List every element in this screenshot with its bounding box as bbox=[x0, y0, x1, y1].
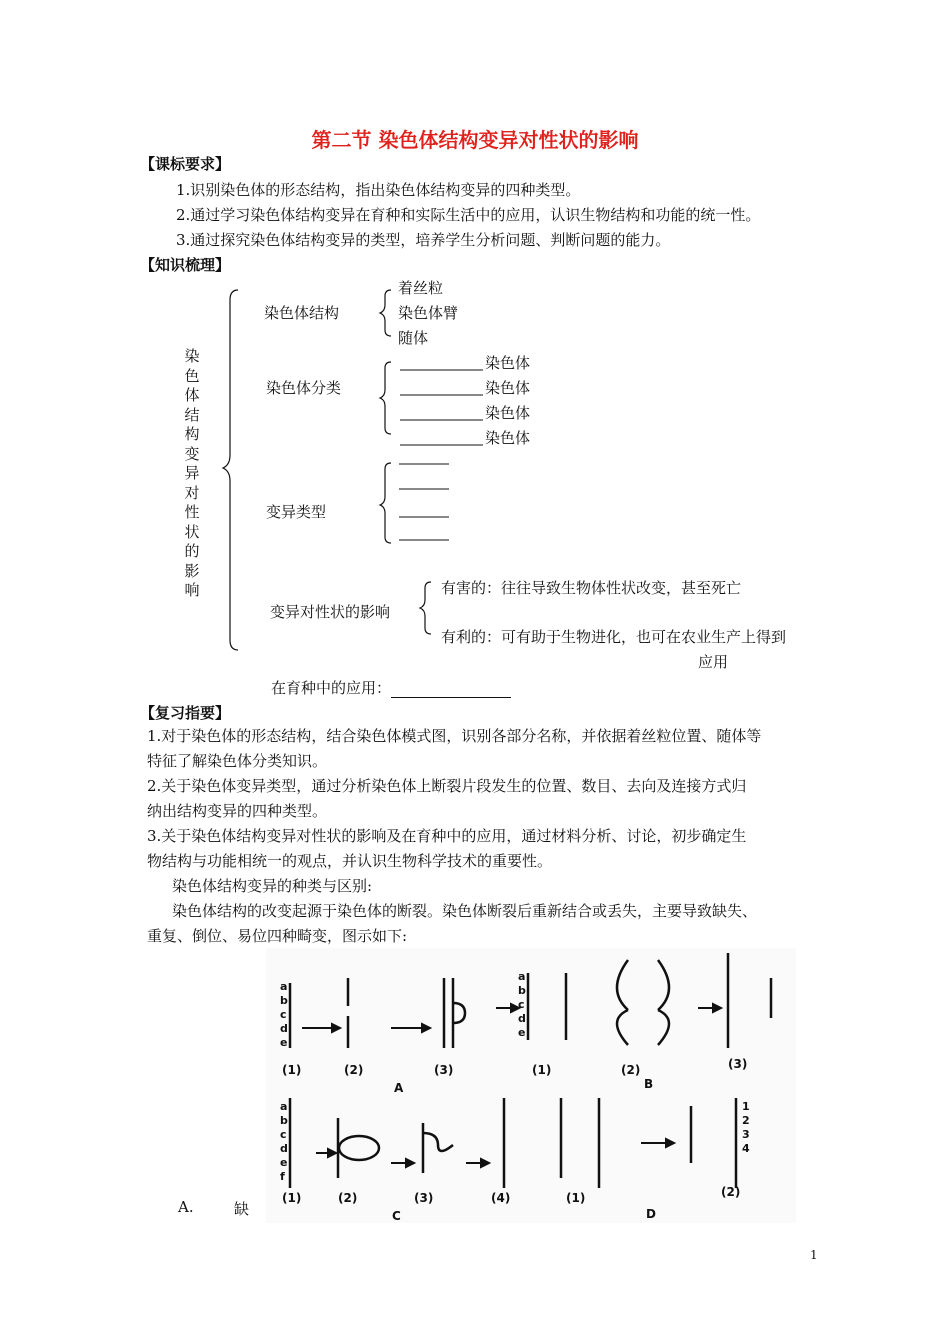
outline-effect: 变异对性状的影响 bbox=[270, 603, 391, 621]
step-label: (2) bbox=[721, 1185, 741, 1199]
standards-item-2: 2.通过学习染色体结构变异在育种和实际生活中的应用，认识生物结构和功能的统一性。 bbox=[176, 206, 761, 224]
review-header: 【复习指要】 bbox=[140, 704, 231, 722]
outline-variation-types: 变异类型 bbox=[266, 503, 327, 521]
gene-label: e bbox=[280, 1156, 288, 1169]
panel-label: B bbox=[644, 1077, 654, 1091]
gene-label: c bbox=[280, 1128, 287, 1141]
step-label: (2) bbox=[621, 1063, 641, 1077]
gene-label: f bbox=[280, 1170, 285, 1183]
step-label: (4) bbox=[491, 1191, 511, 1205]
number-label: 4 bbox=[742, 1142, 750, 1155]
step-label: (1) bbox=[532, 1063, 552, 1077]
gene-label: b bbox=[518, 984, 526, 997]
review-p1: 1.对于染色体的形态结构，结合染色体模式图，识别各部分名称，并依据着丝粒位置、随体等 bbox=[147, 727, 762, 745]
gene-label: d bbox=[280, 1022, 288, 1035]
breeding-label: 在育种中的应用： bbox=[271, 679, 392, 697]
page-title: 第二节 染色体结构变异对性状的影响 bbox=[311, 128, 639, 152]
effect-beneficial: 有利的：可有助于生物进化，也可在农业生产上得到 bbox=[441, 628, 787, 646]
outline-structure: 染色体结构 bbox=[264, 304, 340, 322]
gene-label: e bbox=[280, 1036, 288, 1049]
classification-suffix: 染色体 bbox=[485, 404, 531, 422]
classification-suffix: 染色体 bbox=[485, 429, 531, 447]
page-number: 1 bbox=[810, 1248, 818, 1262]
number-label: 1 bbox=[742, 1100, 750, 1113]
step-label: (3) bbox=[434, 1063, 454, 1077]
panel-label: A bbox=[394, 1081, 404, 1095]
effect-beneficial-cont: 应用 bbox=[698, 653, 729, 671]
gene-label: c bbox=[518, 998, 525, 1011]
gene-label: d bbox=[280, 1142, 288, 1155]
gene-label: b bbox=[280, 1114, 288, 1127]
step-label: (3) bbox=[728, 1057, 748, 1071]
outline-structure-part: 着丝粒 bbox=[398, 279, 444, 297]
standards-header: 【课标要求】 bbox=[140, 155, 231, 173]
answer-option-a-text: 缺 bbox=[234, 1200, 250, 1218]
review-p1-cont: 特征了解染色体分类知识。 bbox=[147, 752, 328, 770]
review-p2-cont: 纳出结构变异的四种类型。 bbox=[147, 802, 328, 820]
review-p3: 3.关于染色体结构变异对性状的影响及在育种中的应用，通过材料分析、讨论，初步确定生 bbox=[147, 827, 747, 845]
outline-structure-part: 染色体臂 bbox=[398, 304, 459, 322]
effect-harmful: 有害的：往往导致生物体性状改变，甚至死亡 bbox=[441, 579, 742, 597]
classification-suffix: 染色体 bbox=[485, 354, 531, 372]
gene-label: a bbox=[518, 970, 526, 983]
gene-label: c bbox=[280, 1008, 287, 1021]
review-p5-cont: 重复、倒位、易位四种畸变，图示如下: bbox=[147, 927, 408, 945]
step-label: (2) bbox=[344, 1063, 364, 1077]
step-label: (1) bbox=[282, 1063, 302, 1077]
review-p3-cont: 物结构与功能相统一的观点，并认识生物科学技术的重要性。 bbox=[147, 852, 553, 870]
answer-option-a: A. bbox=[178, 1198, 194, 1216]
classification-suffix: 染色体 bbox=[485, 379, 531, 397]
outline-breeding bbox=[271, 677, 511, 698]
step-label: (2) bbox=[338, 1191, 358, 1205]
gene-label: b bbox=[280, 994, 288, 1007]
outline-classification: 染色体分类 bbox=[266, 379, 342, 397]
step-label: (1) bbox=[566, 1191, 586, 1205]
knowledge-header: 【知识梳理】 bbox=[140, 256, 231, 274]
step-label: (3) bbox=[414, 1191, 434, 1205]
panel-label: D bbox=[646, 1207, 656, 1221]
gene-label: e bbox=[518, 1026, 526, 1039]
review-p4: 染色体结构变异的种类与区别: bbox=[172, 877, 373, 895]
gene-label: a bbox=[280, 980, 288, 993]
number-label: 3 bbox=[742, 1128, 750, 1141]
outline-structure-part: 随体 bbox=[398, 329, 429, 347]
gene-label: a bbox=[280, 1100, 288, 1113]
outline-root-label: 染色体结构变异对性状的影响 bbox=[184, 347, 200, 599]
review-p5: 染色体结构的改变起源于染色体的断裂。染色体断裂后重新结合或丢失，主要导致缺失、 bbox=[172, 902, 758, 920]
standards-item-1: 1.识别染色体的形态结构，指出染色体结构变异的四种类型。 bbox=[176, 181, 581, 199]
step-label: (1) bbox=[282, 1191, 302, 1205]
chromosome-aberration-figure bbox=[266, 948, 796, 1223]
breeding-blank bbox=[391, 697, 511, 698]
gene-label: d bbox=[518, 1012, 526, 1025]
standards-item-3: 3.通过探究染色体结构变异的类型，培养学生分析问题、判断问题的能力。 bbox=[176, 231, 671, 249]
panel-label: C bbox=[392, 1209, 401, 1223]
review-p2: 2.关于染色体变异类型，通过分析染色体上断裂片段发生的位置、数目、去向及连接方式归 bbox=[147, 777, 747, 795]
number-label: 2 bbox=[742, 1114, 750, 1127]
